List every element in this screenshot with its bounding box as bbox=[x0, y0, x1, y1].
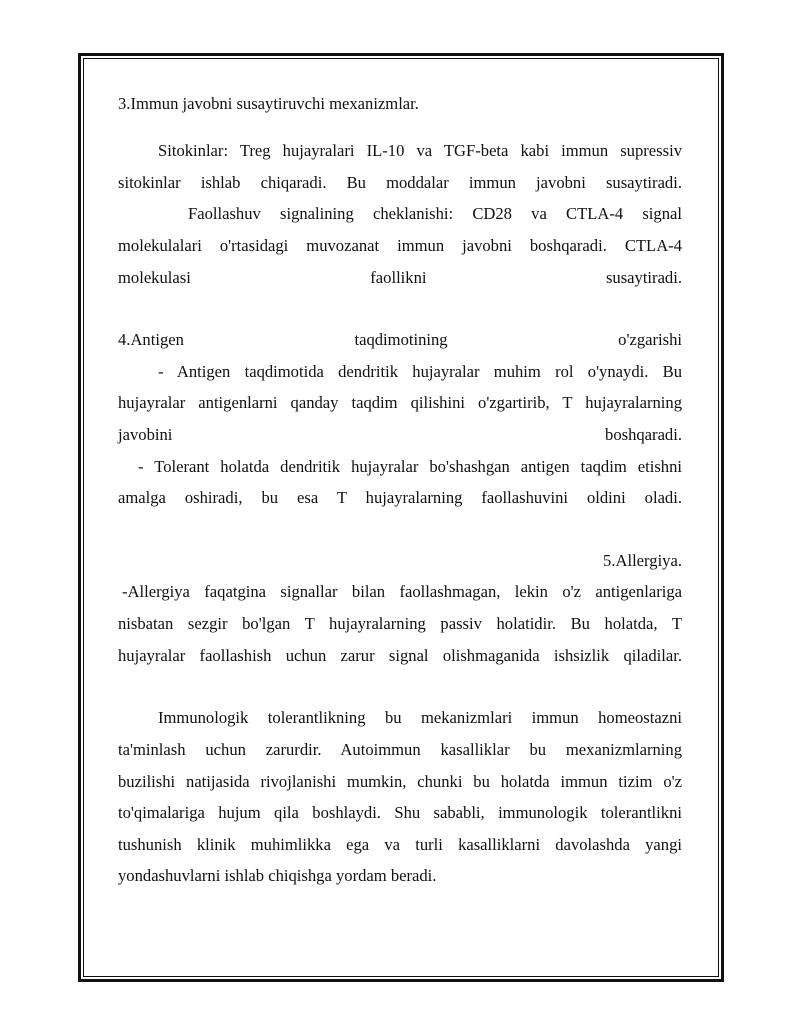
paragraph-line: -Allergiya faqatgina signallar bilan faollashmagan, lekin o'z antigenlariga bbox=[122, 582, 682, 601]
section-heading-5: 5.Allergiya. bbox=[603, 551, 682, 570]
paragraph-line: - Antigen taqdimotida dendritik hujayralar muhim rol o'ynaydi. Bu bbox=[158, 362, 682, 381]
paragraph-line: ta'minlash uchun zarurdir. Autoimmun kasalliklar bu mexanizmlarning bbox=[118, 740, 682, 759]
paragraph-line: Faollashuv signalining cheklanishi: CD28 va CTLA-4 signal bbox=[188, 204, 682, 223]
section-heading-3: 3.Immun javobni susaytiruvchi mexanizmlar. bbox=[118, 94, 419, 113]
paragraph-line: Sitokinlar: Treg hujayralari IL-10 va TGF-beta kabi immun supressiv bbox=[158, 141, 682, 160]
paragraph-line: javobini boshqaradi. bbox=[118, 425, 682, 444]
paragraph-line: buzilishi natijasida rivojlanishi mumkin, chunki bu holatda immun tizim o'z bbox=[118, 772, 682, 791]
paragraph-line: Immunologik tolerantlikning bu mekanizmlari immun homeostazni bbox=[158, 708, 682, 727]
section-heading-4: 4.Antigen taqdimotining o'zgarishi bbox=[118, 330, 682, 349]
paragraph-line: yondashuvlarni ishlab chiqishga yordam beradi. bbox=[118, 866, 437, 885]
paragraph-line: nisbatan sezgir bo'lgan T hujayralarning passiv holatidir. Bu holatda, T bbox=[118, 614, 682, 633]
paragraph-line: molekulasi faollikni susaytiradi. bbox=[118, 268, 682, 287]
paragraph-line: molekulalari o'rtasidagi muvozanat immun javobni boshqaradi. CTLA-4 bbox=[118, 236, 682, 255]
paragraph-line: hujayralar faollashish uchun zarur signal olishmaganida ishsizlik qiladilar. bbox=[118, 646, 682, 665]
paragraph-line: tushunish klinik muhimlikka ega va turli kasalliklarni davolashda yangi bbox=[118, 835, 682, 854]
paragraph-line: amalga oshiradi, bu esa T hujayralarning faollashuvini oldini oladi. bbox=[118, 488, 682, 507]
paragraph-line: sitokinlar ishlab chiqaradi. Bu moddalar immun javobni susaytiradi. bbox=[118, 173, 682, 192]
paragraph-line: hujayralar antigenlarni qanday taqdim qilishini o'zgartirib, T hujayralarning bbox=[118, 393, 682, 412]
paragraph-line: - Tolerant holatda dendritik hujayralar bo'shashgan antigen taqdim etishni bbox=[138, 457, 682, 476]
paragraph-line: to'qimalariga hujum qila boshlaydi. Shu sababli, immunologik tolerantlikni bbox=[118, 803, 682, 822]
